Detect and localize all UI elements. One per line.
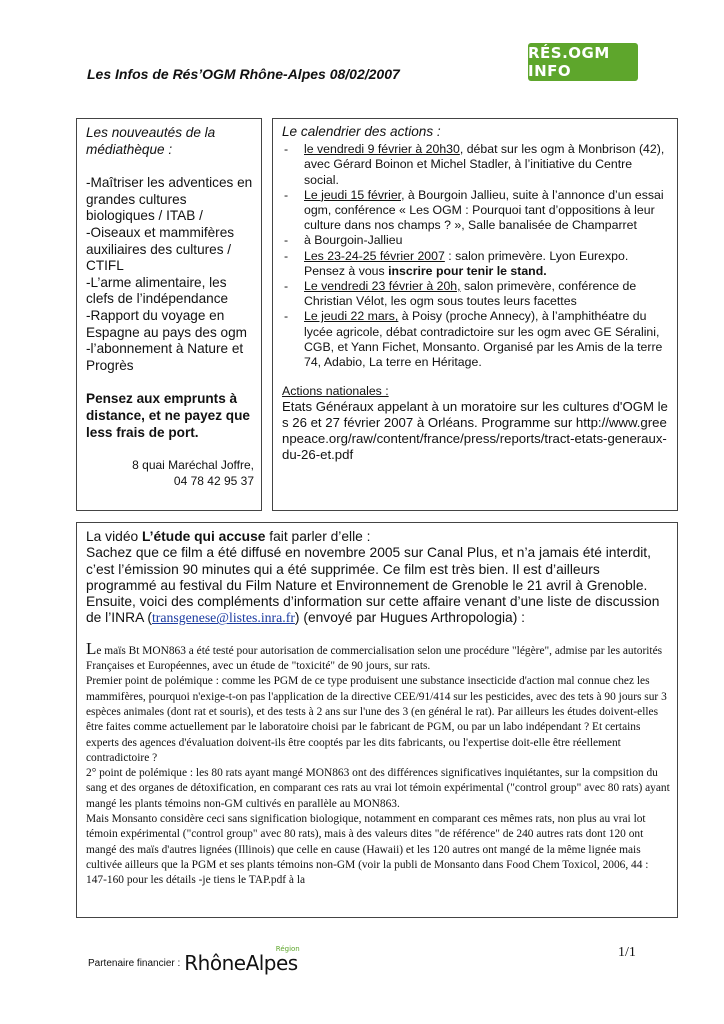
event-date: Le jeudi 15 février, — [304, 187, 405, 202]
video-intro-pre: La vidéo — [86, 529, 142, 544]
event-date: Le jeudi 22 mars, — [304, 309, 399, 324]
event-text: salon primevère, conférence de Christian Vélot, les ogm sous toutes leurs facettes — [304, 279, 637, 309]
events-list — [282, 142, 670, 370]
document-title: Les Infos de Rés’OGM Rhône-Alpes 08/02/2007 — [87, 66, 400, 82]
event-item — [282, 279, 670, 309]
national-title: Actions nationales : — [282, 384, 389, 399]
mediatheque-item: -Oiseaux et mammifères auxiliaires des cultures / CTIFL — [86, 224, 235, 274]
resogm-logo — [528, 43, 638, 81]
article-paragraph: Mais Monsanto considère ceci sans signification biologique, notamment en comparant ces mêmes rats, non plus au vrai lot témoin expérimental ("control group" avec 80 rats), mais à des valeurs dites "de référence" de 240 autres rats dont 120 ont mangé des maïs d'autres lignées (Illinois) que celle en cause (Hawaii) et les 120 autres ont mangé de la même lignée mais cultivée ailleurs que la PGM et ses plants témoins non-GM (voir la publi de Monsanto dans Food Chem Toxicol, 2006, 44 : 147-160 pour les détails -je tiens le TAP.pdf à la — [86, 813, 649, 887]
calendar-title: Le calendrier des actions : — [282, 124, 441, 139]
film-title: L’étude qui accuse — [142, 529, 266, 544]
video-body: Sachez que ce film a été diffusé en novembre 2005 sur Canal Plus, et n’a jamais été interdit, c’est l’émission 90 minutes qui a été supprimée. Ce film est très bien. Il est d’ailleurs programmé au festival du Film Nature et Environnement de Grenoble le 21 avril à Grenoble. — [86, 545, 651, 593]
complement-post: ) (envoyé par Hugues Arthropologia) : — [294, 610, 525, 626]
event-text: , débat sur les ogm à Monbrison (42), avec Gérard Boinon et Michel Stadler, à l’initiative du Centre social. — [304, 142, 665, 187]
complement-pre: Ensuite, voici des compléments d’information sur cette affaire venant d’une liste de discussion de l’INRA ( — [86, 594, 660, 626]
video-intro — [86, 529, 672, 545]
logo-text: RÉS.OGM INFO — [528, 44, 610, 80]
event-item — [282, 249, 670, 279]
article-paragraph: 2° point de polémique : les 80 rats ayant mangé MON863 ont des différences significatives inquiétantes, sur la compsition du sang et des organes de détoxification, en comparant ces rats au vrai lot témoin expérimental ("control group" avec 80 rats) ayant mangé les plants témoins non-GM cultivés en parallèle au MON863. — [86, 767, 670, 810]
rhone-alpes-logo-text: RhôneAlpes — [184, 951, 298, 975]
event-date: Les 23-24-25 février 2007 — [304, 248, 445, 263]
mediatheque-item: -Maîtriser les adventices en grandes cultures biologiques / ITAB / — [86, 175, 253, 224]
article-paragraph: Premier point de polémique : comme les PGM de ce type produisent une substance insecticide d'action mal connue chez les mammifères, pourquoi n'exige-t-on pas l'application de la directive CEE/91/414 sur les pesticides, avec des tets à 90 jours sur 3 espèces animales (dont rat et souris), et des tests à 2 ans sur l'une des 3 (en général le rat). Par ailleurs les études doivent-elles être faites comme actuellement par le laboratoire choisi par le fabricant de PGM, ou par un labo indépendant ? Et certains experts des agences d'évaluation doivent-ils être cooptés par les dits fabricants, ou l'expertise doit-elle être réellement contradictoire ? — [86, 675, 667, 764]
region-label: Région — [275, 945, 300, 953]
video-complement — [86, 594, 672, 627]
event-text: à Poisy (proche Annecy), à l’amphithéatre du lycée agricole, débat contradictoire sur les ogm avec GE Séralini, CGB, et Yann Fichet, Monsanto. Organisé par les Amis de la terre 74, Adabio, La terre en Héritage. — [304, 309, 663, 370]
event-item — [282, 142, 670, 188]
article-text — [86, 638, 672, 889]
mediatheque-title: Les nouveautés de la médiathèque : — [86, 125, 216, 157]
calendar-box — [272, 118, 678, 511]
inra-email-link[interactable]: transgenese@listes.inra.fr — [151, 610, 295, 626]
page-number: 1/1 — [618, 945, 636, 960]
article-paragraph — [86, 638, 672, 675]
national-actions — [282, 384, 670, 463]
mediatheque-item: -l’abonnement à Nature et Progrès — [86, 341, 244, 373]
address-line: 8 quai Maréchal Joffre, — [132, 458, 254, 473]
contact-address — [86, 457, 254, 489]
event-item — [282, 233, 670, 248]
emprunts-notice: Pensez aux emprunts à distance, et ne payez que less frais de port. — [86, 391, 250, 440]
event-item — [282, 309, 670, 370]
event-item — [282, 188, 670, 234]
mediatheque-item: -Rapport du voyage en Espagne au pays des ogm — [86, 307, 247, 340]
event-date: le vendredi 9 février à 20h30 — [304, 142, 460, 157]
event-emphasis: inscrire pour tenir le stand. — [388, 263, 547, 278]
rhone-alpes-logo — [184, 945, 300, 975]
partner-label: Partenaire financier : — [88, 957, 181, 969]
video-intro-post: fait parler d’elle : — [265, 529, 371, 544]
mediatheque-box — [76, 118, 262, 511]
phone-line: 04 78 42 95 37 — [173, 474, 254, 489]
partner-footer — [88, 945, 300, 975]
drop-cap: L — [86, 638, 97, 658]
national-text: Etats Généraux appelant à un moratoire sur les cultures d'OGM les 26 et 27 février 2007 à Orléans. Programme sur http://www.greenpeace.org/raw/content/france/press/reports/tract-etats-generaux-du-26-et.pdf — [282, 399, 668, 463]
event-text: à Bourgoin Jallieu, suite à l’annonce d’un essai ogm, conférence « Les OGM : Pourquoi tant d’oppositions à leur culture dans nos champs ? », Salle banalisée de Champarret — [304, 187, 664, 233]
mediatheque-item: -L’arme alimentaire, les clefs de l’indépendance — [86, 274, 229, 307]
video-box — [76, 522, 678, 918]
event-text: à Bourgoin-Jallieu — [304, 233, 403, 248]
mediatheque-list — [86, 175, 254, 374]
event-date: Le vendredi 23 février à 20h, — [304, 279, 461, 294]
paragraph-text: e maïs Bt MON863 a été testé pour autorisation de commercialisation selon une procédure "légère", admise par les autorités Françaises et Européennes, avec un étude de "toxicité" de 90 jours, sur rats. — [86, 644, 663, 673]
event-text: : salon primevère. Lyon Eurexpo. Pensez à vous — [304, 248, 629, 278]
